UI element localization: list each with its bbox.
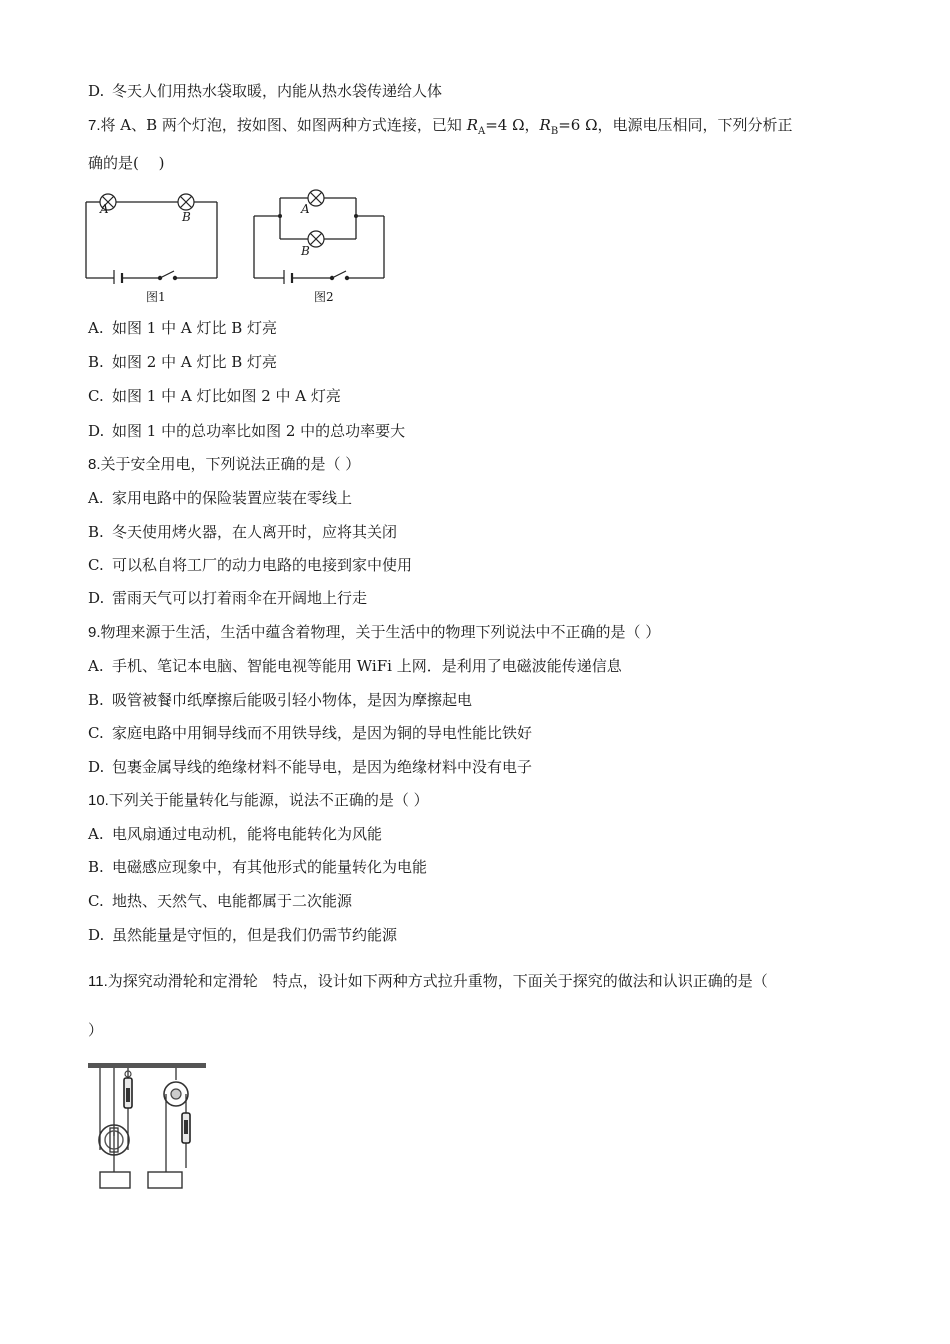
q11-stem-line2: ） <box>88 1021 104 1039</box>
figure2-label-b: B <box>301 244 310 258</box>
option-label: B. <box>88 691 104 709</box>
q10-option-d <box>88 925 397 945</box>
option-text: 家用电路中的保险装置应装在零线上 <box>112 489 353 507</box>
pulley-figure <box>86 1058 210 1192</box>
switch-symbol <box>330 271 348 280</box>
q9-option-c <box>88 723 532 743</box>
ra-subscript: A <box>477 126 486 137</box>
option-text: 包裹金属导线的绝缘材料不能导电，是因为绝缘材料中没有电子 <box>112 758 533 776</box>
q11-stem-line1 <box>88 971 768 992</box>
option-text: 冬天人们用热水袋取暖，内能从热水袋传递给人体 <box>112 82 443 100</box>
option-text: 家庭电路中用铜导线而不用铁导线，是因为铜的导电性能比铁好 <box>112 724 533 742</box>
q7-option-b <box>88 352 277 372</box>
figure1-label-b: B <box>182 210 191 224</box>
option-text: 电风扇通过电动机，能将电能转化为风能 <box>112 825 383 843</box>
option-label: C. <box>88 387 104 405</box>
option-text: 如图 1 中 A 灯比 B 灯亮 <box>112 319 278 337</box>
q6-option-d <box>88 81 442 101</box>
option-text: 雷雨天气可以打着雨伞在开阔地上行走 <box>112 589 368 607</box>
fixed-pulley <box>164 1082 188 1106</box>
q10-stem <box>88 790 429 811</box>
option-text: 可以私自将工厂的动力电路的电接到家中使用 <box>112 556 413 574</box>
q7-option-a <box>88 318 277 338</box>
q10-option-b <box>88 857 427 877</box>
option-text: 手机、笔记本电脑、智能电视等能用 WiFi 上网．是利用了电磁波能传递信息 <box>112 657 622 675</box>
circuit-figure-1 <box>84 186 222 284</box>
question-number: 10. <box>88 792 109 809</box>
option-label: A. <box>88 319 104 337</box>
figure2-caption: 图2 <box>314 290 334 304</box>
q9-option-b <box>88 690 472 710</box>
switch-symbol <box>158 271 176 280</box>
option-label: A. <box>88 825 104 843</box>
option-label: C. <box>88 724 104 742</box>
q7-stem-line1 <box>88 115 793 142</box>
q8-option-d <box>88 588 367 608</box>
option-text: 地热、天然气、电能都属于二次能源 <box>112 892 353 910</box>
ra-symbol: R <box>466 116 478 134</box>
q9-option-a <box>88 656 622 676</box>
q10-option-c <box>88 891 352 911</box>
option-label: B. <box>88 858 104 876</box>
q10-option-a <box>88 824 382 844</box>
option-text: 如图 2 中 A 灯比 B 灯亮 <box>112 353 278 371</box>
option-label: A. <box>88 489 104 507</box>
option-text: 电磁感应现象中，有其他形式的能量转化为电能 <box>112 858 428 876</box>
rb-subscript: B <box>550 126 559 137</box>
stem-text: 关于安全用电，下列说法正确的是（ ） <box>100 455 361 473</box>
rb-value: =6 Ω，电源电压相同，下列分析正 <box>558 116 793 134</box>
option-label: A. <box>88 657 104 675</box>
option-label: B. <box>88 353 104 371</box>
option-text: 如图 1 中 A 灯比如图 2 中 A 灯亮 <box>112 387 341 405</box>
spring-scale-right <box>182 1113 190 1143</box>
option-label: D. <box>88 926 105 944</box>
figure1-caption: 图1 <box>146 290 166 304</box>
stem-text: 物理来源于生活，生活中蕴含着物理，关于生活中的物理下列说法中不正确的是（ ） <box>100 623 661 641</box>
ra-value: =4 Ω， <box>485 116 540 134</box>
option-label: C. <box>88 556 104 574</box>
q8-option-b <box>88 522 397 542</box>
option-label: B. <box>88 523 104 541</box>
lamp-a-symbol <box>308 190 324 206</box>
stem-text: 将 A、B 两个灯泡，按如图、如图两种方式连接，已知 <box>100 116 467 134</box>
option-text: 虽然能量是守恒的，但是我们仍需节约能源 <box>112 926 398 944</box>
question-number: 7. <box>88 117 101 134</box>
q9-option-d <box>88 757 532 777</box>
option-label: C. <box>88 892 104 910</box>
stem-text: 为探究动滑轮和定滑轮 特点，设计如下两种方式拉升重物，下面关于探究的做法和认识正确的是（ <box>107 972 768 990</box>
q8-option-a <box>88 488 352 508</box>
option-text: 冬天使用烤火器，在人离开时，应将其关闭 <box>112 523 398 541</box>
q7-option-d <box>88 421 405 441</box>
weight-blocks <box>100 1172 182 1188</box>
lamp-b-symbol <box>178 194 194 210</box>
figure1-label-a: A <box>100 202 109 216</box>
stem-text: 下列关于能量转化与能源，说法不正确的是（ ） <box>108 791 429 809</box>
option-text: 吸管被餐巾纸摩擦后能吸引轻小物体，是因为摩擦起电 <box>112 691 473 709</box>
q9-stem <box>88 622 660 643</box>
lamp-b-symbol <box>308 231 324 247</box>
battery-symbol <box>114 270 122 284</box>
figure2-label-a: A <box>301 202 310 216</box>
question-number: 11. <box>88 973 108 990</box>
option-text: 如图 1 中的总功率比如图 2 中的总功率要大 <box>112 422 406 440</box>
q8-option-c <box>88 555 412 575</box>
ceiling-bar <box>88 1063 206 1068</box>
question-number: 8. <box>88 456 101 473</box>
option-label: D. <box>88 82 105 100</box>
option-label: D. <box>88 589 105 607</box>
option-label: D. <box>88 422 105 440</box>
battery-symbol <box>284 270 292 284</box>
rb-symbol: R <box>539 116 551 134</box>
q7-stem-line2: 确的是( ) <box>88 154 165 172</box>
q8-stem <box>88 454 360 475</box>
option-label: D. <box>88 758 105 776</box>
spring-scale-left <box>124 1071 132 1108</box>
q7-option-c <box>88 386 341 406</box>
circuit-figure-2 <box>252 184 388 284</box>
question-number: 9. <box>88 624 101 641</box>
